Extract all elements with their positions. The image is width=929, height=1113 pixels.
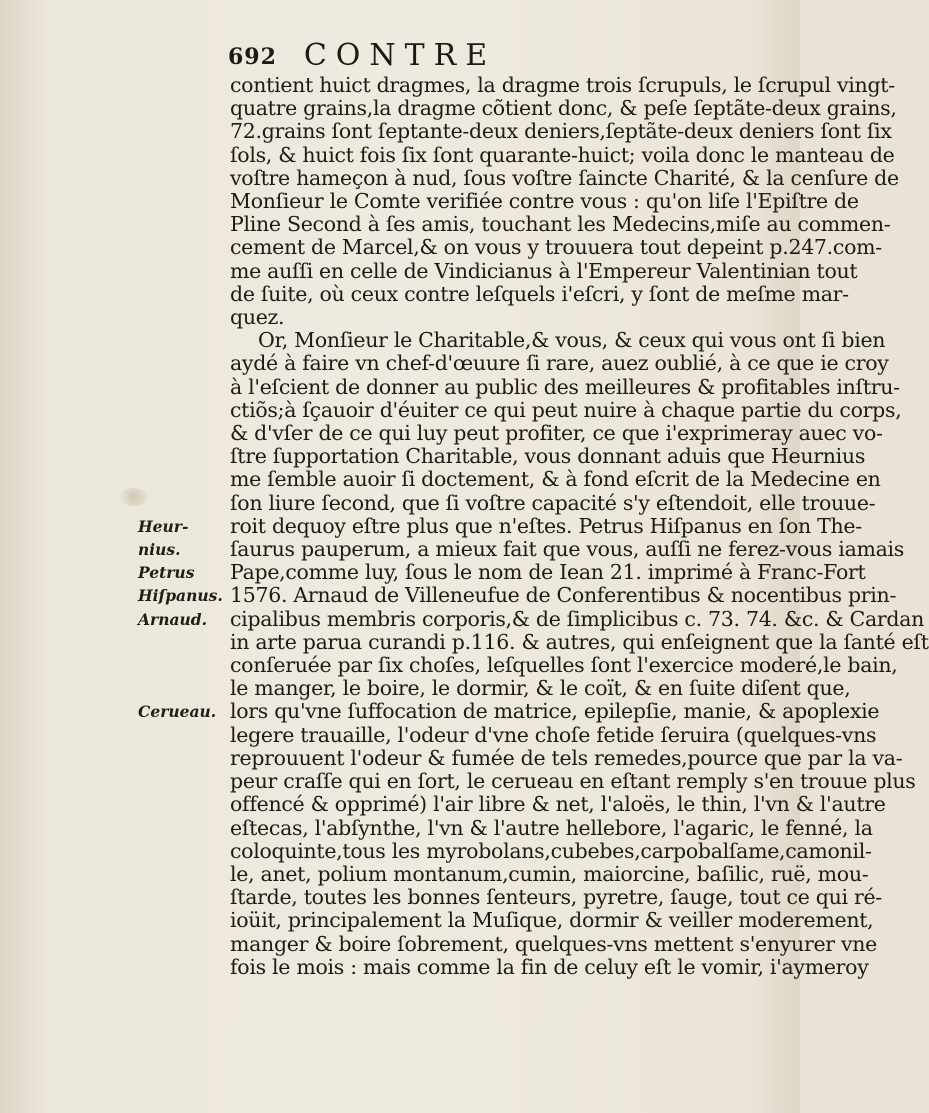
text-line: ſtarde, toutes les bonnes ſenteurs, pyretre, ſauge, tout ce qui ré- bbox=[230, 885, 882, 910]
text-line: quatre grains,la dragme cõtient donc, & peſe ſeptãte-deux grains, bbox=[230, 96, 897, 121]
text-line: le, anet, polium montanum,cumin, maiorcine, baſilic, ruë, mou- bbox=[230, 861, 869, 886]
text-line: offencé & opprimé) l'air libre & net, l'aloës, le thin, l'vn & l'autre bbox=[230, 792, 886, 817]
text-line: eſtecas, l'abſynthe, l'vn & l'autre hellebore, l'agaric, le fenné, la bbox=[230, 815, 873, 840]
text-line: quez. bbox=[230, 305, 285, 330]
text-line: in arte parua curandi p.116. & autres, qui enſeignent que la ſanté eſt bbox=[230, 629, 929, 654]
text-line: manger & boire ſobrement, quelques-vns mettent s'enyurer vne bbox=[230, 931, 878, 956]
text-line: voſtre hameçon à nud, ſous voſtre ſaincte Charité, & la cenſure de bbox=[230, 165, 899, 190]
margin-note: Petrus bbox=[138, 563, 195, 583]
page-number: 692 bbox=[228, 44, 277, 70]
text-line: me ſemble auoir ſi doctement, & à fond eſcrit de la Medecine en bbox=[230, 467, 881, 492]
text-line: contient huict dragmes, la dragme trois ſcrupuls, le ſcrupul vingt- bbox=[230, 73, 895, 97]
margin-note: Arnaud. bbox=[138, 609, 208, 629]
text-line: 1576. Arnaud de Villeneufue de Conferentibus & nocentibus prin- bbox=[230, 583, 897, 608]
margin-note: Hiſpanus. bbox=[138, 586, 223, 606]
text-line: lors qu'vne ſuffocation de matrice, epilepſie, manie, & apoplexie bbox=[230, 699, 880, 724]
text-line: aydé à faire vn chef-d'œuure ſi rare, auez oublié, à ce que ie croy bbox=[230, 351, 889, 376]
text-line: Or, Monſieur le Charitable,& vous, & ceux qui vous ont ſi bien bbox=[258, 328, 886, 353]
text-line: ſtre ſupportation Charitable, vous donnant aduis que Heurnius bbox=[230, 444, 866, 469]
text-line: de ſuite, où ceux contre leſquels i'eſcri, y ſont de meſme mar- bbox=[230, 281, 849, 306]
text-line: ſon liure ſecond, que ſi voſtre capacité s'y eſtendoit, elle trouue- bbox=[230, 490, 876, 515]
text-line: fois le mois : mais comme la fin de celuy eſt le vomir, i'aymeroy bbox=[230, 954, 869, 979]
paper-stain bbox=[120, 488, 148, 506]
text-line: le manger, le boire, le dormir, & le coït, & en ſuite diſent que, bbox=[230, 676, 851, 701]
text-line: Monſieur le Comte verifiée contre vous : qu'on liſe l'Epiſtre de bbox=[230, 189, 859, 214]
text-line: cipalibus membris corporis,& de ſimplicibus c. 73. 74. &c. & Cardan bbox=[230, 606, 925, 631]
text-line: à l'eſcient de donner au public des meilleures & profitables inſtru- bbox=[230, 374, 900, 399]
text-line: roit dequoy eſtre plus que n'eſtes. Petrus Hiſpanus en ſon The- bbox=[230, 513, 862, 538]
text-line: ſols, & huict fois ſix ſont quarante-huict; voila donc le manteau de bbox=[230, 142, 895, 167]
body-text bbox=[230, 73, 929, 979]
margin-note: nius. bbox=[138, 540, 181, 559]
text-line: ioüit, principalement la Muſique, dormir & veiller moderement, bbox=[230, 908, 874, 933]
text-line: conſeruée par ſix choſes, leſquelles ſont l'exercice moderé,le bain, bbox=[230, 653, 898, 678]
text-line: cement de Marcel,& on vous y trouuera tout depeint p.247.com- bbox=[230, 235, 882, 260]
text-line: Pape,comme luy, ſous le nom de Iean 21. imprimé à Franc-Fort bbox=[230, 560, 866, 585]
text-line: Pline Second à ſes amis, touchant les Medecins,miſe au commen- bbox=[230, 212, 891, 237]
margin-note: Heur- bbox=[138, 516, 189, 536]
text-line: legere trauaille, l'odeur d'vne choſe fetide ſeruira (quelques-vns bbox=[230, 722, 877, 747]
running-title: CONTRE bbox=[303, 38, 497, 73]
text-line: ctiõs;à ſçauoir d'éuiter ce qui peut nuire à chaque partie du corps, bbox=[230, 397, 902, 422]
text-line: ſaurus pauperum, a mieux fait que vous, auſſi ne ferez-vous iamais bbox=[230, 537, 905, 562]
text-line: me auſſi en celle de Vindicianus à l'Empereur Valentinian tout bbox=[230, 258, 858, 283]
text-line: & d'vſer de ce qui luy peut profiter, ce que i'exprimeray auec vo- bbox=[230, 421, 883, 446]
text-line: peur craſſe qui en ſort, le cerueau en eſtant remply s'en trouue plus bbox=[230, 769, 916, 794]
text-line: 72.grains ſont ſeptante-deux deniers,ſeptãte-deux deniers ſont ſix bbox=[230, 119, 892, 144]
page-header bbox=[0, 38, 800, 78]
text-line: coloquinte,tous les myrobolans,cubebes,carpobalſame,camonil- bbox=[230, 838, 872, 863]
margin-note: Cerueau. bbox=[138, 702, 217, 722]
text-line: reprouuent l'odeur & fumée de tels remedes,pource que par la va- bbox=[230, 745, 903, 770]
